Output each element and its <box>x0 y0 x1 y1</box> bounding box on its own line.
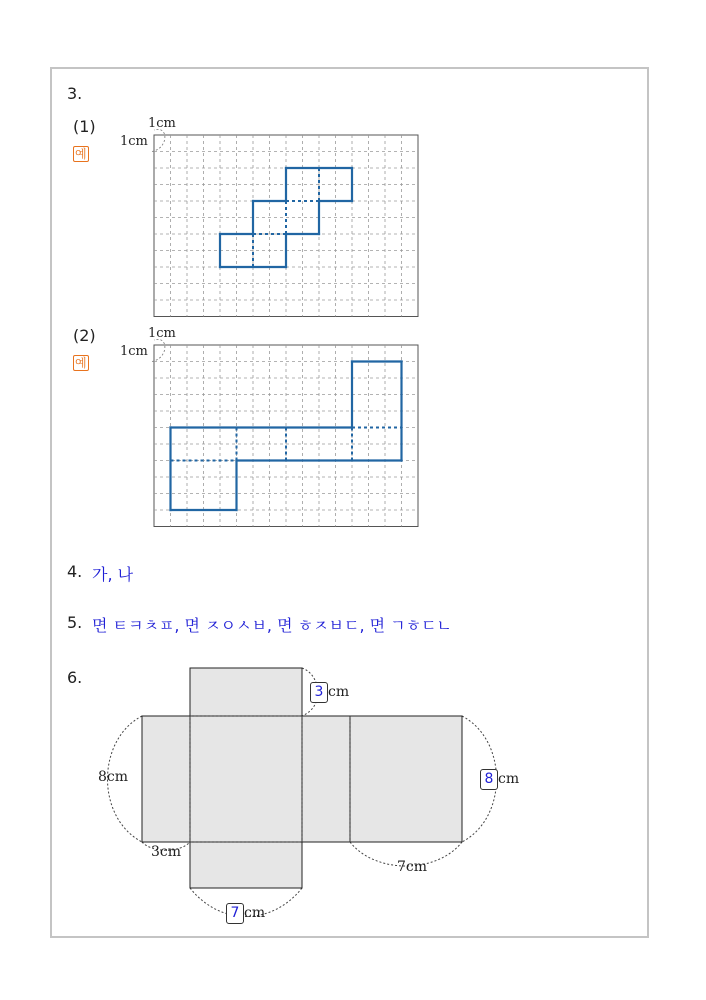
example-badge-1: 예 <box>75 147 87 161</box>
face-front <box>190 716 302 842</box>
unit-bottom: cm <box>244 905 266 921</box>
example-badge-2: 예 <box>75 356 87 370</box>
unit-right: cm <box>498 771 520 787</box>
unit-top: cm <box>328 684 350 700</box>
face-left <box>142 716 190 842</box>
question-6-number: 6. <box>67 668 83 687</box>
part-2-label: (2) <box>73 326 96 345</box>
label-left-8cm: 8cm <box>98 769 129 785</box>
answer-box-right: 8 <box>480 769 498 790</box>
question-4-answer: 가, 나 <box>92 565 134 584</box>
face-bottom <box>190 842 302 888</box>
question-5-answer: 면 ㅌㅋㅊㅍ, 면 ㅈㅇㅅㅂ, 면 ㅎㅈㅂㄷ, 면 ㄱㅎㄷㄴ <box>92 616 452 635</box>
face-top <box>190 668 302 716</box>
right-length <box>480 768 519 790</box>
answer-box-bottom: 7 <box>226 903 244 924</box>
question-5-number: 5. <box>67 613 83 632</box>
unit-label-x-2: 1cm <box>148 326 176 341</box>
face-back <box>350 716 462 842</box>
label-7cm: 7cm <box>397 859 428 875</box>
part-1-label: (1) <box>73 117 96 136</box>
label-3cm: 3cm <box>151 844 182 860</box>
face-right <box>302 716 350 842</box>
top-length <box>310 681 349 703</box>
question-4-number: 4. <box>67 562 83 581</box>
unit-label-x-1: 1cm <box>148 116 176 131</box>
bottom-length <box>226 902 265 924</box>
unit-label-y-2: 1cm <box>120 344 148 359</box>
question-3-number: 3. <box>67 84 83 103</box>
unit-label-y-1: 1cm <box>120 134 148 149</box>
answer-box-top: 3 <box>310 682 328 703</box>
